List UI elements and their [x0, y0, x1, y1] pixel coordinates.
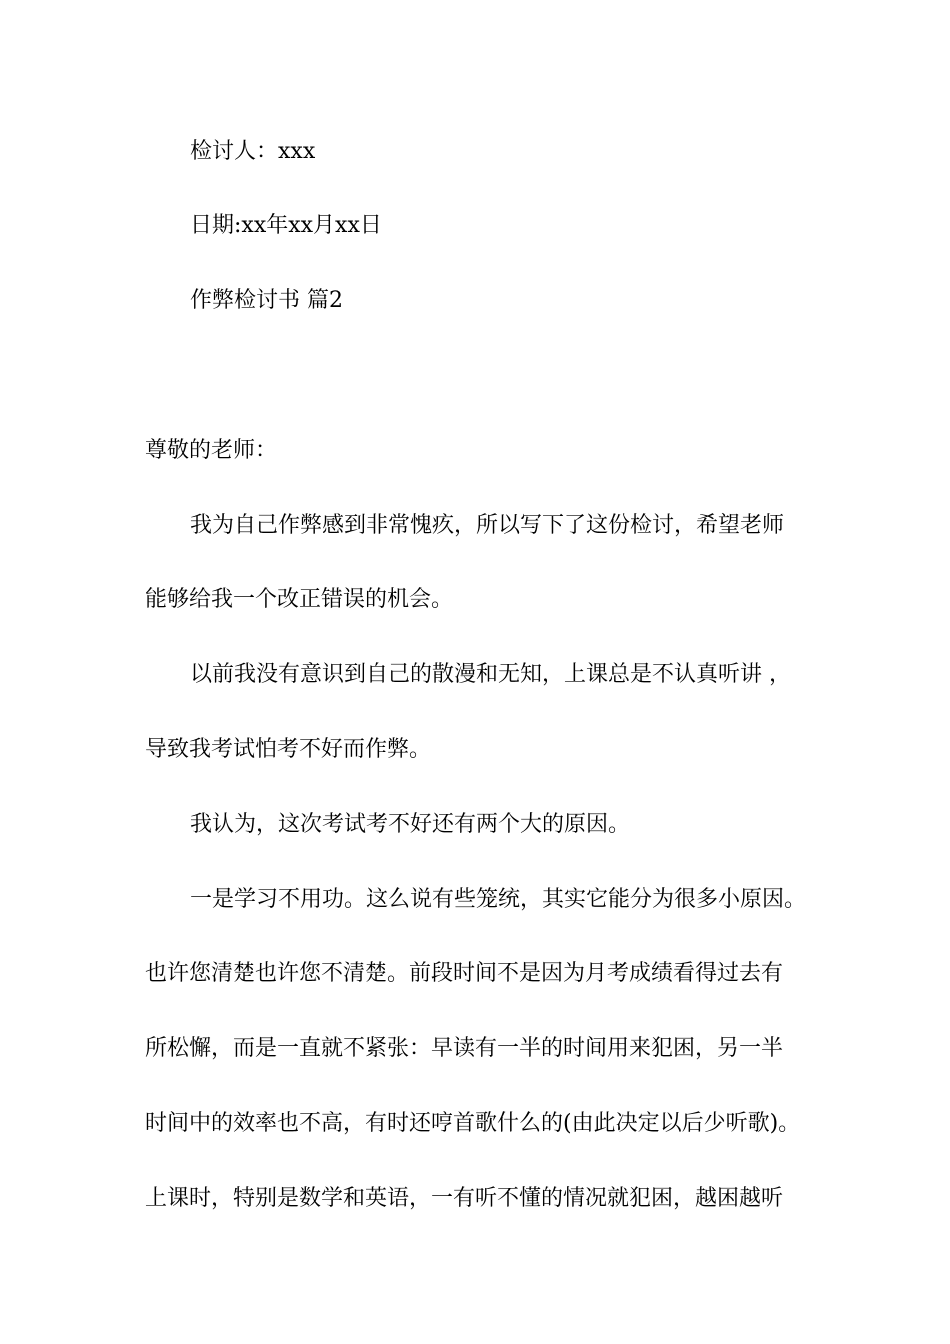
paragraph-line: 时间中的效率也不高，有时还哼首歌什么的(由此决定以后少听歌)。: [145, 1111, 801, 1136]
salutation: 尊敬的老师：: [145, 438, 278, 463]
date-line: 日期:xx年xx月xx日: [190, 213, 382, 238]
reviewer-line: 检讨人：xxx: [190, 139, 316, 164]
paragraph-line: 也许您清楚也许您不清楚。前段时间不是因为月考成绩看得过去有: [145, 961, 784, 986]
section-title: 作弊检讨书 篇2: [190, 288, 343, 313]
paragraph-line: 我为自己作弊感到非常愧疚，所以写下了这份检讨，希望老师: [190, 513, 785, 538]
paragraph-line: 我认为，这次考试考不好还有两个大的原因。: [190, 812, 631, 837]
paragraph-line: 导致我考试怕考不好而作弊。: [145, 737, 432, 762]
paragraph-line: 能够给我一个改正错误的机会。: [145, 587, 454, 612]
paragraph-line: 所松懈，而是一直就不紧张：早读有一半的时间用来犯困，另一半: [145, 1036, 784, 1061]
paragraph-line: 一是学习不用功。这么说有些笼统，其实它能分为很多小原因。: [190, 887, 807, 912]
paragraph-line: 以前我没有意识到自己的散漫和无知，上课总是不认真听讲 ，: [190, 662, 791, 687]
paragraph-line: 上课时，特别是数学和英语，一有听不懂的情况就犯困，越困越听: [145, 1186, 784, 1211]
